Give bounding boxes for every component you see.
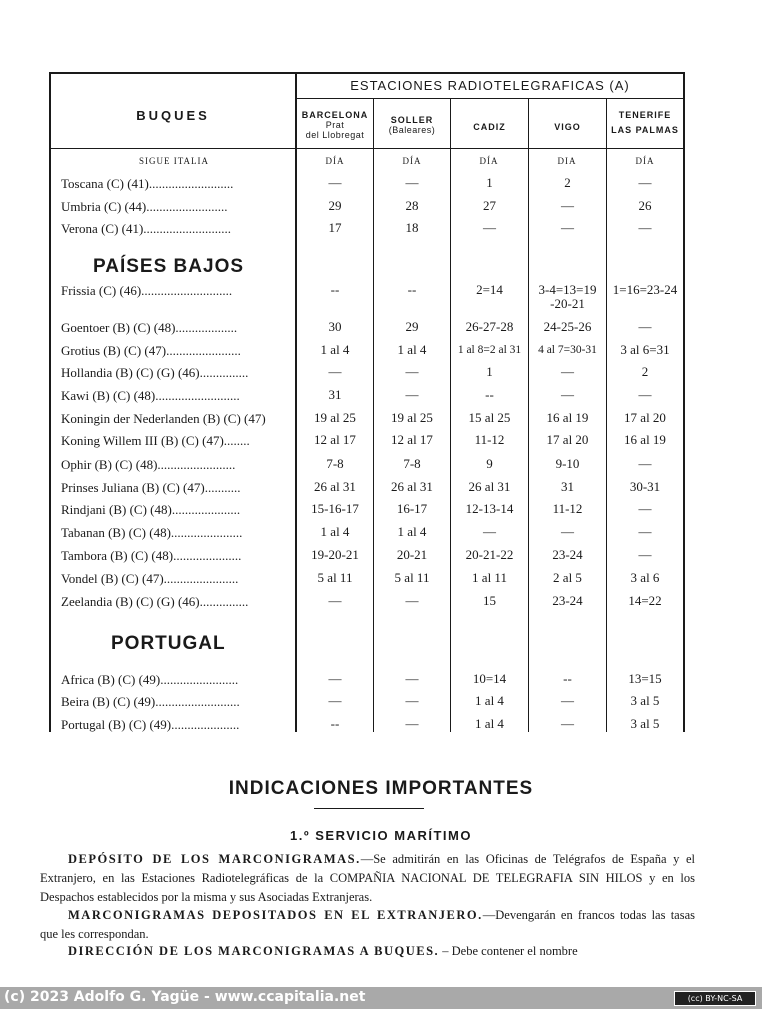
day-cell: 17 al 20 — [624, 410, 666, 425]
day-cell: — — [483, 220, 496, 235]
day-cell: 4 al 7=30-31 — [538, 344, 597, 356]
ship-name: Portugal (B) (C) (49)..................... — [61, 717, 240, 732]
section-title-portugal: PORTUGAL — [111, 633, 226, 654]
paragraph-extranjero-body: —Devengarán en francos todas las tasas que les correspondan. — [40, 908, 695, 941]
day-cell: — — [405, 175, 419, 190]
notes-title-rule — [314, 808, 424, 809]
day-cell: 1 al 8=2 al 31 — [457, 344, 522, 356]
day-cell: 12 al 17 — [391, 432, 433, 447]
ship-name: Rindjani (B) (C) (48)..................... — [61, 502, 241, 517]
day-cell: — — [405, 593, 419, 608]
cc-license-badge: (cc) BY-NC-SA — [674, 991, 756, 1006]
day-cell: — — [638, 547, 652, 562]
paragraph-direccion-heading: DIRECCIÓN DE LOS MARCONIGRAMAS A BUQUES. — [68, 944, 440, 958]
table-row — [49, 502, 685, 522]
day-cell: 23-24 — [552, 547, 583, 562]
day-cell: 15 — [483, 593, 496, 608]
day-cell: 1 al 4 — [475, 716, 504, 731]
table-row — [49, 433, 685, 453]
day-cell: -- — [407, 282, 417, 297]
day-cell: 17 al 20 — [546, 432, 589, 447]
day-cell: 29 — [405, 319, 419, 334]
day-cell: 15 al 25 — [468, 410, 511, 425]
table-row — [49, 343, 685, 363]
day-label-3: DÍA — [479, 156, 499, 166]
day-cell: -- — [330, 716, 340, 731]
day-cell: 9 — [486, 456, 493, 471]
table-row — [49, 176, 685, 196]
ship-name: Toscana (C) (41).......................... — [61, 176, 234, 191]
day-cell: 24-25-26 — [543, 319, 592, 334]
day-cell: 7-8 — [326, 456, 344, 471]
ship-name: Vondel (B) (C) (47)....................... — [61, 571, 239, 586]
day-cell: 12 al 17 — [314, 432, 356, 447]
table-row — [49, 320, 685, 340]
day-cell: 13=15 — [628, 671, 662, 686]
day-cell: — — [561, 220, 574, 235]
day-label-5: DÍA — [635, 156, 655, 166]
day-cell: — — [405, 693, 419, 708]
day-cell: 11-12 — [474, 432, 505, 447]
continues-label: SIGUE ITALIA — [138, 156, 210, 166]
day-cell: — — [405, 364, 419, 379]
day-cell: 26 al 31 — [314, 479, 356, 494]
day-cell: 26 al 31 — [468, 479, 511, 494]
day-cell: 30 — [328, 319, 342, 334]
day-cell: 1 al 4 — [397, 524, 427, 539]
table-top-border — [49, 72, 685, 74]
table-row — [49, 221, 685, 241]
ship-name: Ophir (B) (C) (48)........................ — [61, 457, 236, 472]
day-cell: 2 al 5 — [553, 570, 582, 585]
day-cell: 19-20-21 — [311, 547, 359, 562]
paragraph-direccion — [40, 942, 695, 961]
day-cell: 23-24 — [552, 593, 583, 608]
ship-name: Zeelandia (B) (C) (G) (46)............... — [61, 594, 249, 609]
day-cell: 1 al 4 — [320, 342, 350, 357]
ship-name: Frissia (C) (46)............................ — [61, 283, 233, 298]
table-row — [49, 672, 685, 692]
service-title: 1.º SERVICIO MARÍTIMO — [290, 828, 472, 843]
section-title-paises-bajos: PAÍSES BAJOS — [93, 256, 245, 277]
col-header-tenerife: TENERIFE LAS PALMAS — [611, 110, 679, 135]
day-cell: 31 — [328, 387, 342, 402]
day-cell: — — [638, 387, 652, 402]
day-cell: 30-31 — [629, 479, 661, 494]
table-row — [49, 717, 685, 737]
day-cell: 17 — [328, 220, 342, 235]
day-cell: — — [328, 671, 342, 686]
day-cell: 3 al 6=31 — [620, 342, 670, 357]
copyright-credit: (c) 2023 Adolfo G. Yagüe - www.ccapitalia.net — [4, 989, 366, 1005]
header-bottom-rule — [49, 148, 685, 149]
stations-header-rule — [297, 98, 685, 99]
day-cell: — — [328, 364, 342, 379]
table-row — [49, 694, 685, 714]
day-cell: 2=14 — [476, 282, 503, 297]
table-row — [49, 365, 685, 385]
day-cell: — — [638, 456, 652, 471]
ship-name: Verona (C) (41)........................... — [61, 221, 232, 236]
table-row — [49, 525, 685, 545]
day-label-2: DÍA — [402, 156, 422, 166]
ship-name: Prinses Juliana (B) (C) (47)........... — [61, 480, 241, 495]
day-cell: — — [561, 364, 574, 379]
day-cell: 9-10 — [555, 456, 580, 471]
day-cell: 1 al 4 — [475, 693, 504, 708]
day-cell: — — [561, 524, 574, 539]
notes-title: INDICACIONES IMPORTANTES — [228, 778, 534, 799]
stations-header: ESTACIONES RADIOTELEGRAFICAS (A) — [350, 78, 630, 93]
day-cell: — — [483, 524, 496, 539]
day-cell: 1 — [486, 364, 493, 379]
day-cell: 3 al 6 — [630, 570, 660, 585]
day-cell: 1 al 4 — [320, 524, 350, 539]
day-cell: — — [638, 501, 652, 516]
day-cell: — — [638, 175, 652, 190]
table-row — [49, 457, 685, 477]
ship-name: Koning Willem III (B) (C) (47)........ — [61, 433, 250, 448]
day-cell: 28 — [405, 198, 419, 213]
day-cell: -- — [330, 282, 340, 297]
day-cell: 2 — [564, 175, 571, 190]
table-row — [49, 571, 685, 591]
day-cell: — — [405, 387, 419, 402]
day-cell: 3 al 5 — [630, 716, 660, 731]
ship-name: Grotius (B) (C) (47)....................... — [61, 343, 241, 358]
day-cell: 27 — [483, 198, 496, 213]
ship-name: Beira (B) (C) (49).......................... — [61, 694, 240, 709]
ship-name: Goentoer (B) (C) (48)................... — [61, 320, 238, 335]
day-cell: 5 al 11 — [317, 570, 353, 585]
day-cell: 11-12 — [552, 501, 583, 516]
ship-name: Kawi (B) (C) (48).......................... — [61, 388, 240, 403]
day-cell: 19 al 25 — [391, 410, 433, 425]
table-row — [49, 548, 685, 568]
day-cell: — — [405, 716, 419, 731]
col-header-soller: SOLLER (Baleares) — [388, 115, 436, 135]
day-cell: 15-16-17 — [311, 501, 359, 516]
day-cell: — — [561, 693, 574, 708]
paragraph-deposito — [40, 850, 695, 907]
paragraph-deposito-heading: DEPÓSITO DE LOS MARCONIGRAMAS. — [68, 852, 361, 866]
day-cell: 19 al 25 — [314, 410, 356, 425]
day-cell: — — [638, 524, 652, 539]
day-cell: 12-13-14 — [465, 501, 514, 516]
paragraph-extranjero — [40, 906, 695, 944]
ship-name: Hollandia (B) (C) (G) (46)............... — [61, 365, 249, 380]
day-cell: 16-17 — [396, 501, 428, 516]
day-cell: 1 — [486, 175, 493, 190]
ship-name: Koningin der Nederlanden (B) (C) (47) — [61, 411, 266, 426]
day-cell-continuation: -20-21 — [550, 296, 585, 311]
day-cell: 31 — [561, 479, 574, 494]
day-cell: — — [328, 693, 342, 708]
day-cell: 14=22 — [628, 593, 662, 608]
table-row — [49, 388, 685, 408]
day-cell: 20-21 — [396, 547, 428, 562]
day-cell: 26 al 31 — [391, 479, 433, 494]
ship-name: Umbria (C) (44)......................... — [61, 199, 228, 214]
ship-name: Tambora (B) (C) (48)..................... — [61, 548, 242, 563]
day-cell: 26 — [638, 198, 652, 213]
day-cell: — — [561, 716, 574, 731]
paragraph-deposito-body: —Se admitirán en las Oficinas de Telégrafos de España y el Extranjero, en las Estaciones Radiotelegráficas de la COMPAÑIA NACIONAL DE TELEGRAFIA SIN HILOS y en los Despachos establecidos por la misma y sus Asociadas Extranjeras. — [40, 852, 695, 904]
day-cell: — — [561, 198, 574, 213]
day-cell: 3-4=13=19 — [538, 282, 597, 297]
table-row — [49, 480, 685, 500]
day-cell: — — [638, 220, 652, 235]
col-header-vigo: VIGO — [554, 122, 581, 132]
day-cell: — — [638, 319, 652, 334]
day-cell: 20-21-22 — [465, 547, 514, 562]
day-cell: — — [405, 671, 419, 686]
col-header-cadiz: CADIZ — [473, 122, 506, 132]
day-cell: 16 al 19 — [546, 410, 589, 425]
day-cell: — — [561, 387, 574, 402]
day-cell: — — [328, 175, 342, 190]
footer-bar — [0, 987, 762, 1009]
day-cell: 2 — [641, 364, 649, 379]
day-cell: 1=16=23-24 — [612, 282, 678, 297]
day-cell: 5 al 11 — [394, 570, 430, 585]
ship-name: Africa (B) (C) (49)........................ — [61, 672, 239, 687]
ships-header: BUQUES — [136, 108, 210, 123]
day-cell: 18 — [405, 220, 419, 235]
day-cell: 29 — [328, 198, 342, 213]
paragraph-direccion-body: – Debe contener el nombre — [439, 944, 578, 958]
day-label-4: DIA — [557, 156, 577, 166]
col-header-barcelona: BARCELONA Prat del Llobregat — [301, 110, 369, 140]
day-cell: 10=14 — [472, 671, 507, 686]
table-row — [49, 411, 685, 431]
day-cell: — — [328, 593, 342, 608]
day-cell: 7-8 — [403, 456, 421, 471]
day-cell: 1 al 11 — [472, 570, 507, 585]
schedule-table — [49, 72, 685, 732]
day-label-1: DÍA — [325, 156, 345, 166]
day-cell: 26-27-28 — [465, 319, 514, 334]
ship-name: Tabanan (B) (C) (48)...................... — [61, 525, 243, 540]
paragraph-extranjero-heading: MARCONIGRAMAS DEPOSITADOS EN EL EXTRANJERO. — [68, 908, 483, 922]
day-cell: 3 al 5 — [630, 693, 660, 708]
table-row — [49, 282, 685, 311]
day-cell: 16 al 19 — [624, 432, 666, 447]
day-cell: -- — [563, 671, 572, 686]
day-cell: -- — [485, 387, 494, 402]
day-cell: 1 al 4 — [397, 342, 427, 357]
table-row — [49, 594, 685, 614]
table-row — [49, 199, 685, 219]
